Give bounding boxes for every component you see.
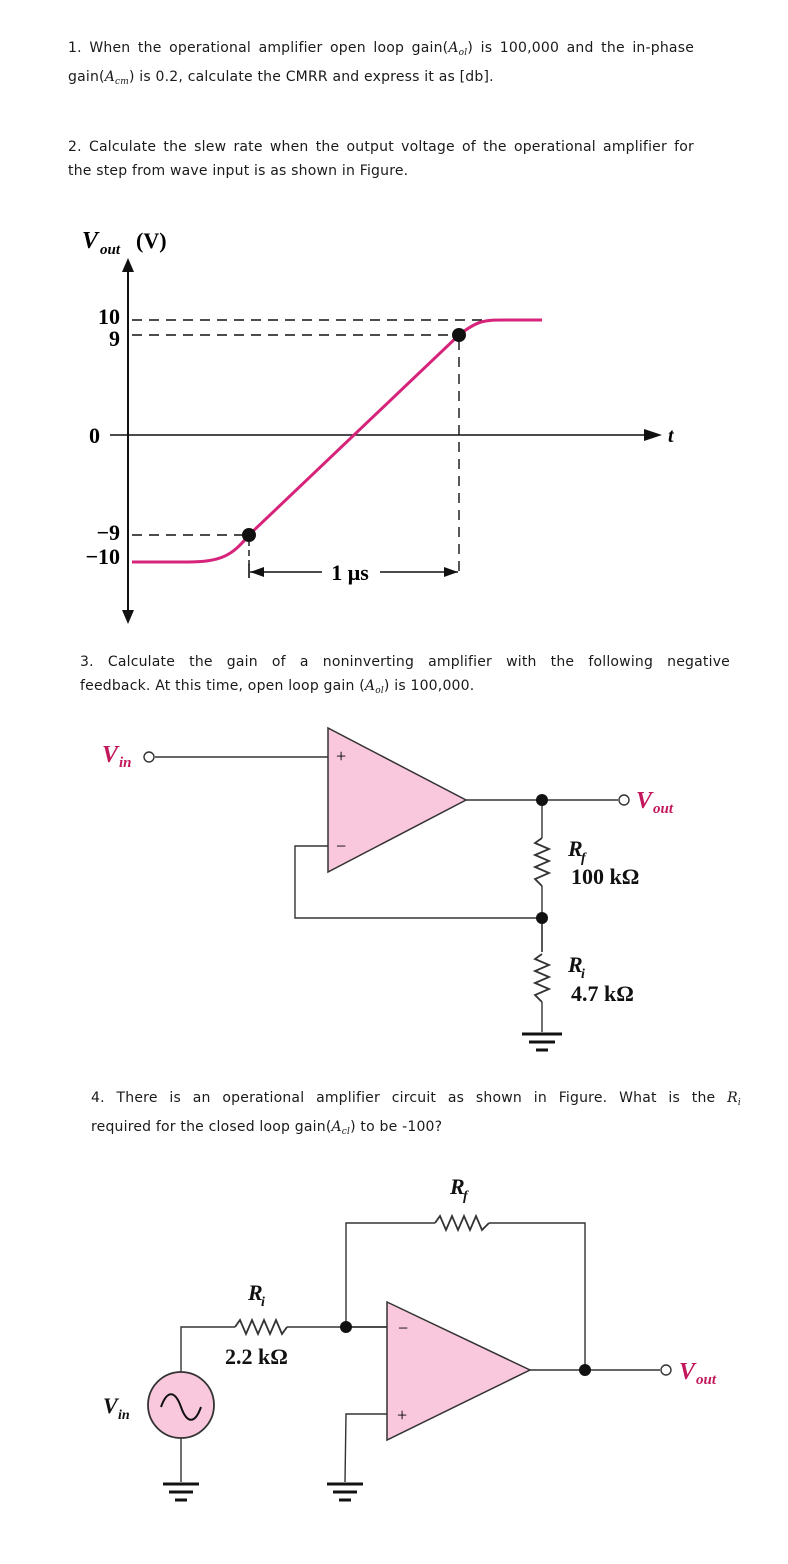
y-axis-label-main: V	[82, 228, 99, 254]
inverting-amplifier-figure	[95, 1170, 735, 1510]
ri-resistor	[535, 954, 549, 1002]
vin-label-main: V	[102, 742, 119, 768]
tick-label-minus-9: −9	[96, 520, 120, 545]
noninverting-amplifier-figure	[90, 720, 710, 1070]
ri-value: 2.2 kΩ	[225, 1344, 288, 1369]
ri-label-sub: i	[581, 967, 585, 982]
point-minus-9	[242, 528, 256, 542]
vout-terminal	[661, 1365, 671, 1375]
ri-label-main: R	[248, 1280, 263, 1305]
ri-resistor	[235, 1320, 287, 1334]
question-4-line-1: 4. There is an operational amplifier circuit as shown in Figure. What is the $R_i$	[91, 1090, 741, 1108]
rf-label-main: R	[568, 836, 583, 861]
slew-rate-figure	[60, 220, 700, 630]
output-voltage-curve	[132, 320, 542, 562]
question-2-line-2: the step from wave input is as shown in Figure.	[68, 163, 409, 179]
op-amp	[387, 1302, 530, 1440]
question-3-line-2: feedback. At this time, open loop gain $(A_{ol})$ is 100,000.	[80, 678, 475, 696]
y-axis-label-unit: (V)	[136, 228, 167, 253]
y-axis-label-sub: out	[100, 242, 121, 258]
question-4	[91, 1086, 741, 1144]
y-axis-arrow-down	[122, 610, 134, 624]
question-2-line-1: 2. Calculate the slew rate when the output voltage of the operational amplifier for	[68, 139, 694, 155]
vout-label-sub: out	[696, 1372, 717, 1388]
tick-label-minus-10: −10	[85, 544, 120, 569]
vout-label-main: V	[636, 788, 653, 814]
interval-arrow-right	[444, 567, 458, 577]
question-3	[80, 650, 730, 703]
op-amp	[328, 728, 466, 872]
ri-label-sub: i	[261, 1295, 265, 1310]
tick-label-9: 9	[109, 326, 120, 351]
x-axis-arrow	[644, 429, 662, 441]
question-1-line-2: $gain(A_{cm})$ is 0.2, calculate the CMRR and express it as [db].	[68, 69, 494, 87]
vin-terminal	[144, 752, 154, 762]
tick-label-0: 0	[89, 423, 100, 448]
rf-label-main: R	[450, 1174, 465, 1199]
ri-value: 4.7 kΩ	[571, 981, 634, 1006]
rf-resistor	[535, 838, 549, 886]
interval-arrow-left	[250, 567, 264, 577]
question-1-line-1: 1. When the operational amplifier open loop $gain(A_{ol})$ is 100,000 and the in-phase	[68, 40, 695, 58]
rf-label-sub: f	[581, 851, 586, 866]
ri-label-main: R	[568, 952, 583, 977]
op-amp-plus: +	[397, 1405, 408, 1425]
inverting-node	[340, 1321, 352, 1333]
feedback-node	[536, 912, 548, 924]
rf-resistor	[435, 1216, 489, 1230]
op-amp-plus: +	[336, 746, 347, 766]
ground-symbol-source	[163, 1484, 199, 1500]
question-4-line-2: required for the closed loop $gain(A_{cl})$ to be -100?	[91, 1119, 443, 1137]
vout-label-sub: out	[653, 801, 674, 817]
rf-value: 100 kΩ	[571, 864, 640, 889]
interval-label: 1 μs	[331, 560, 369, 585]
vin-label-sub: in	[119, 755, 132, 771]
vin-label-main: V	[103, 1393, 118, 1418]
y-axis-arrow-up	[122, 258, 134, 272]
point-9	[452, 328, 466, 342]
question-3-line-1: 3. Calculate the gain of a noninverting amplifier with the following negative	[80, 654, 730, 670]
x-axis-label: t	[668, 425, 674, 447]
ground-symbol	[522, 1034, 562, 1050]
output-node	[579, 1364, 591, 1376]
tick-label-10: 10	[98, 304, 120, 329]
op-amp-minus: −	[398, 1318, 409, 1338]
question-2	[68, 135, 694, 183]
rf-label-sub: f	[463, 1189, 468, 1204]
question-1	[68, 36, 694, 94]
vout-label-main: V	[679, 1359, 696, 1385]
wire-rf-to-output	[489, 1223, 585, 1370]
ground-symbol-opamp	[327, 1484, 363, 1500]
output-node	[536, 794, 548, 806]
op-amp-minus: −	[336, 836, 347, 856]
vin-label-sub: in	[118, 1408, 130, 1423]
wire-noninverting-ground	[345, 1414, 387, 1482]
vout-terminal	[619, 795, 629, 805]
